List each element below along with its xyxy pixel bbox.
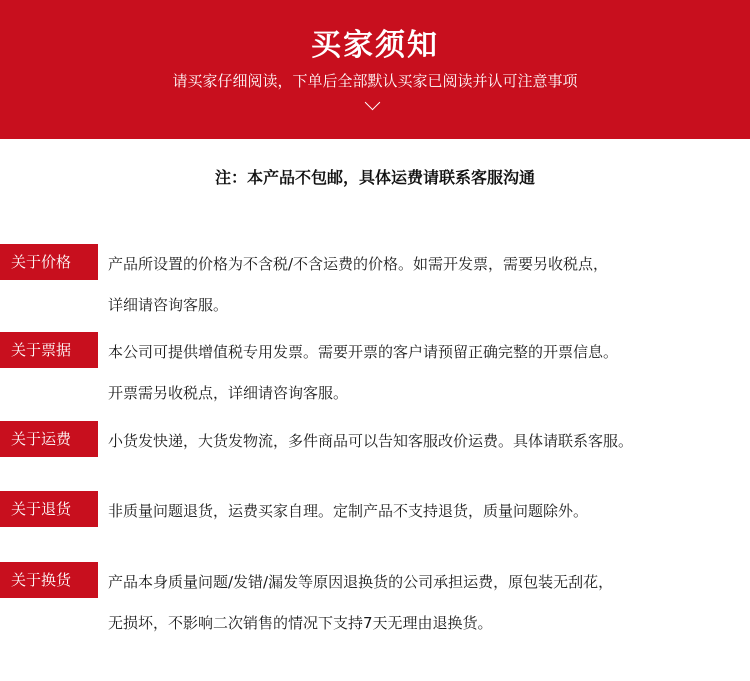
section-text-line: 本公司可提供增值税专用发票。需要开票的客户请预留正确完整的开票信息。 xyxy=(108,343,619,361)
header-subtitle: 请买家仔细阅读，下单后全部默认买家已阅读并认可注意事项 xyxy=(172,72,578,90)
section-tag: 关于换货 xyxy=(0,562,98,598)
section-text-line: 产品本身质量问题/发错/漏发等原因退换货的公司承担运费，原包装无刮花， xyxy=(108,573,614,591)
section-text-line: 无损坏，不影响二次销售的情况下支持7天无理由退换货。 xyxy=(108,614,493,632)
section-text-line: 小货发快递，大货发物流，多件商品可以告知客服改价运费。具体请联系客服。 xyxy=(108,432,634,450)
section-text-line: 产品所设置的价格为不含税/不含运费的价格。如需开发票，需要另收税点， xyxy=(108,255,609,273)
section-tag: 关于退货 xyxy=(0,491,98,527)
shipping-notice: 注：本产品不包邮，具体运费请联系客服沟通 xyxy=(214,168,535,187)
section-text-line: 非质量问题退货，运费买家自理。定制产品不支持退货，质量问题除外。 xyxy=(108,502,589,520)
section-text-line: 详细请咨询客服。 xyxy=(108,296,229,314)
section-tag: 关于价格 xyxy=(0,244,98,280)
section-tag: 关于票据 xyxy=(0,332,98,368)
section-tag: 关于运费 xyxy=(0,421,98,457)
chevron-down-icon xyxy=(365,95,381,111)
header-title: 买家须知 xyxy=(311,28,439,63)
header-banner xyxy=(0,0,750,139)
section-text-line: 开票需另收税点，详细请咨询客服。 xyxy=(108,384,349,402)
